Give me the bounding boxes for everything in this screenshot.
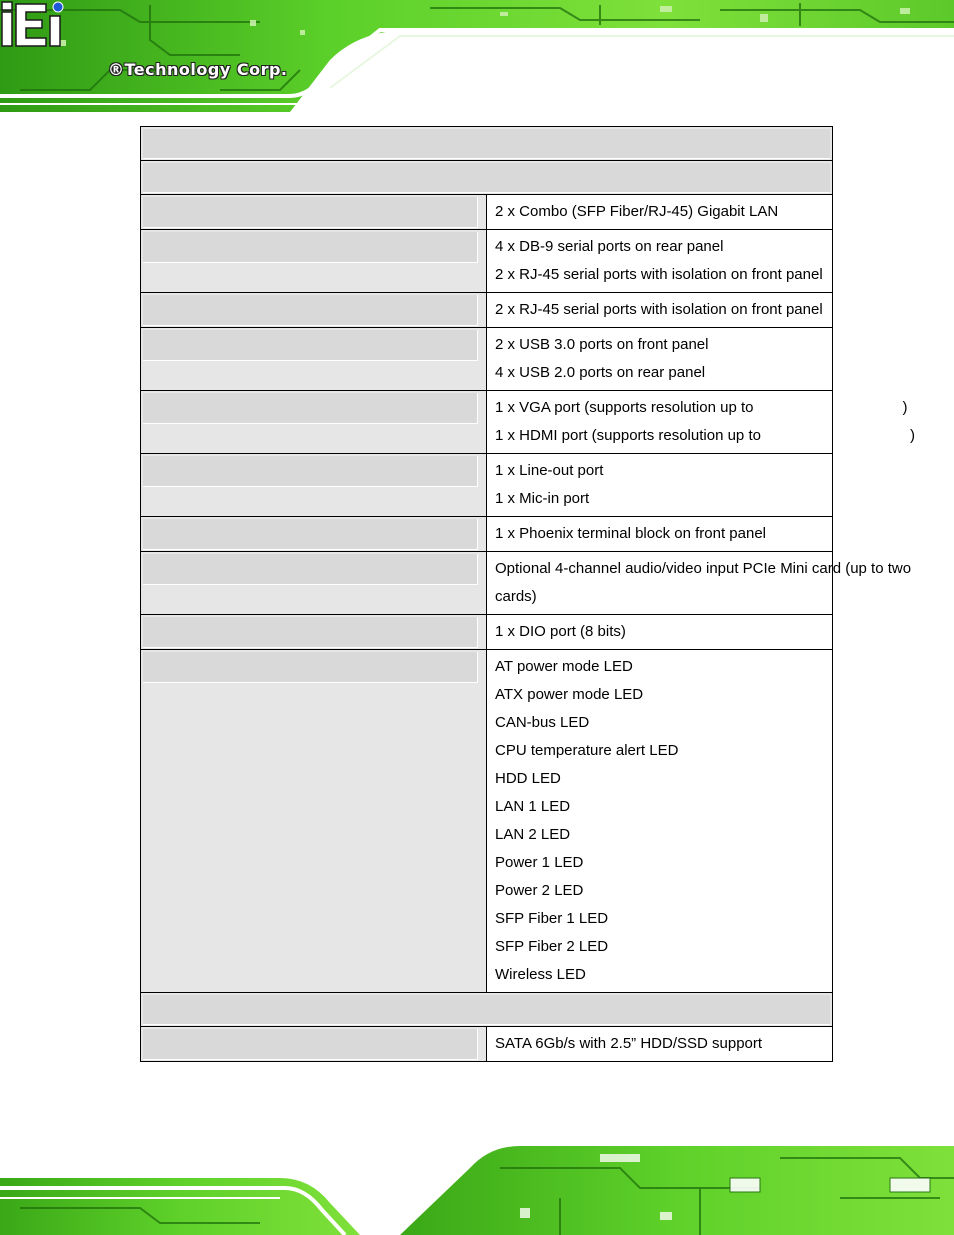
value-line: 2 x RJ-45 serial ports with isolation on front panel	[495, 301, 823, 318]
row-value-cell	[487, 517, 833, 552]
table-section-header	[141, 993, 833, 1027]
table-row	[141, 552, 833, 615]
page-footer-banner	[0, 1128, 954, 1235]
row-label-cell	[141, 195, 487, 230]
value-line: SATA 6Gb/s with 2.5” HDD/SSD support	[495, 1035, 763, 1052]
company-tagline: ®Technology Corp.	[108, 60, 288, 79]
table-row	[141, 1027, 833, 1062]
row-value-cell	[487, 230, 833, 293]
table-row	[141, 328, 833, 391]
value-line-close: )	[909, 427, 915, 444]
table-row	[141, 615, 833, 650]
specification-table	[140, 126, 915, 1062]
value-line	[495, 422, 915, 450]
table-row	[141, 230, 833, 293]
value-line: 4 x DB-9 serial ports on rear panel	[495, 238, 724, 255]
row-label-cell	[141, 454, 487, 517]
value-line: 2 x USB 3.0 ports on front panel	[495, 336, 709, 353]
section-header-cell	[141, 127, 833, 161]
table-section-header	[141, 161, 833, 195]
iei-logo-icon	[0, 0, 70, 48]
value-line: Power 2 LED	[495, 882, 584, 899]
table-row	[141, 454, 833, 517]
value-line-text: 1 x VGA port (supports resolution up to	[495, 399, 754, 416]
row-value-cell	[487, 293, 833, 328]
table-row	[141, 391, 833, 454]
row-label-cell	[141, 1027, 487, 1062]
value-line: CPU temperature alert LED	[495, 742, 679, 759]
table-row	[141, 195, 833, 230]
row-value-cell	[487, 195, 833, 230]
value-line: ATX power mode LED	[495, 686, 644, 703]
value-line: SFP Fiber 1 LED	[495, 910, 609, 927]
value-line: 1 x DIO port (8 bits)	[495, 623, 626, 640]
row-value-cell	[487, 615, 833, 650]
page-header-banner	[0, 0, 954, 112]
row-label-cell	[141, 517, 487, 552]
value-line: 1 x Mic-in port	[495, 490, 590, 507]
value-line: Optional 4-channel audio/video input PCIe Mini card (up to two	[495, 560, 912, 577]
row-label-cell	[141, 293, 487, 328]
row-label-cell	[141, 391, 487, 454]
row-value-cell	[487, 1027, 833, 1062]
value-line-close: )	[902, 399, 908, 416]
value-line: cards)	[495, 588, 537, 605]
row-value-cell	[487, 328, 833, 391]
value-line: CAN-bus LED	[495, 714, 590, 731]
section-header-cell	[141, 993, 833, 1027]
value-line: 1 x Line-out port	[495, 462, 604, 479]
row-value-cell	[487, 552, 912, 615]
circuit-board-header-graphic	[0, 0, 954, 112]
value-line: 1 x Phoenix terminal block on front panel	[495, 525, 766, 542]
section-header-cell	[141, 161, 833, 195]
value-line: HDD LED	[495, 770, 561, 787]
table-row	[141, 517, 833, 552]
value-line	[495, 394, 908, 422]
value-line: 4 x USB 2.0 ports on rear panel	[495, 364, 706, 381]
row-value-cell	[487, 391, 915, 454]
value-line: 2 x Combo (SFP Fiber/RJ-45) Gigabit LAN	[495, 203, 779, 220]
value-line: LAN 2 LED	[495, 826, 571, 843]
value-line: 2 x RJ-45 serial ports with isolation on front panel	[495, 266, 823, 283]
row-label-cell	[141, 230, 487, 293]
value-line: Wireless LED	[495, 966, 586, 983]
row-label-cell	[141, 552, 487, 615]
row-label-cell	[141, 328, 487, 391]
table-section-header	[141, 127, 833, 161]
row-value-cell	[487, 650, 833, 993]
value-line: LAN 1 LED	[495, 798, 571, 815]
value-line-text: 1 x HDMI port (supports resolution up to	[495, 427, 761, 444]
row-label-cell	[141, 650, 487, 993]
value-line: AT power mode LED	[495, 658, 633, 675]
value-line: Power 1 LED	[495, 854, 584, 871]
value-line: SFP Fiber 2 LED	[495, 938, 609, 955]
circuit-board-footer-graphic	[0, 1128, 954, 1235]
table-row	[141, 650, 833, 993]
row-value-cell	[487, 454, 833, 517]
row-label-cell	[141, 615, 487, 650]
table-row	[141, 293, 833, 328]
